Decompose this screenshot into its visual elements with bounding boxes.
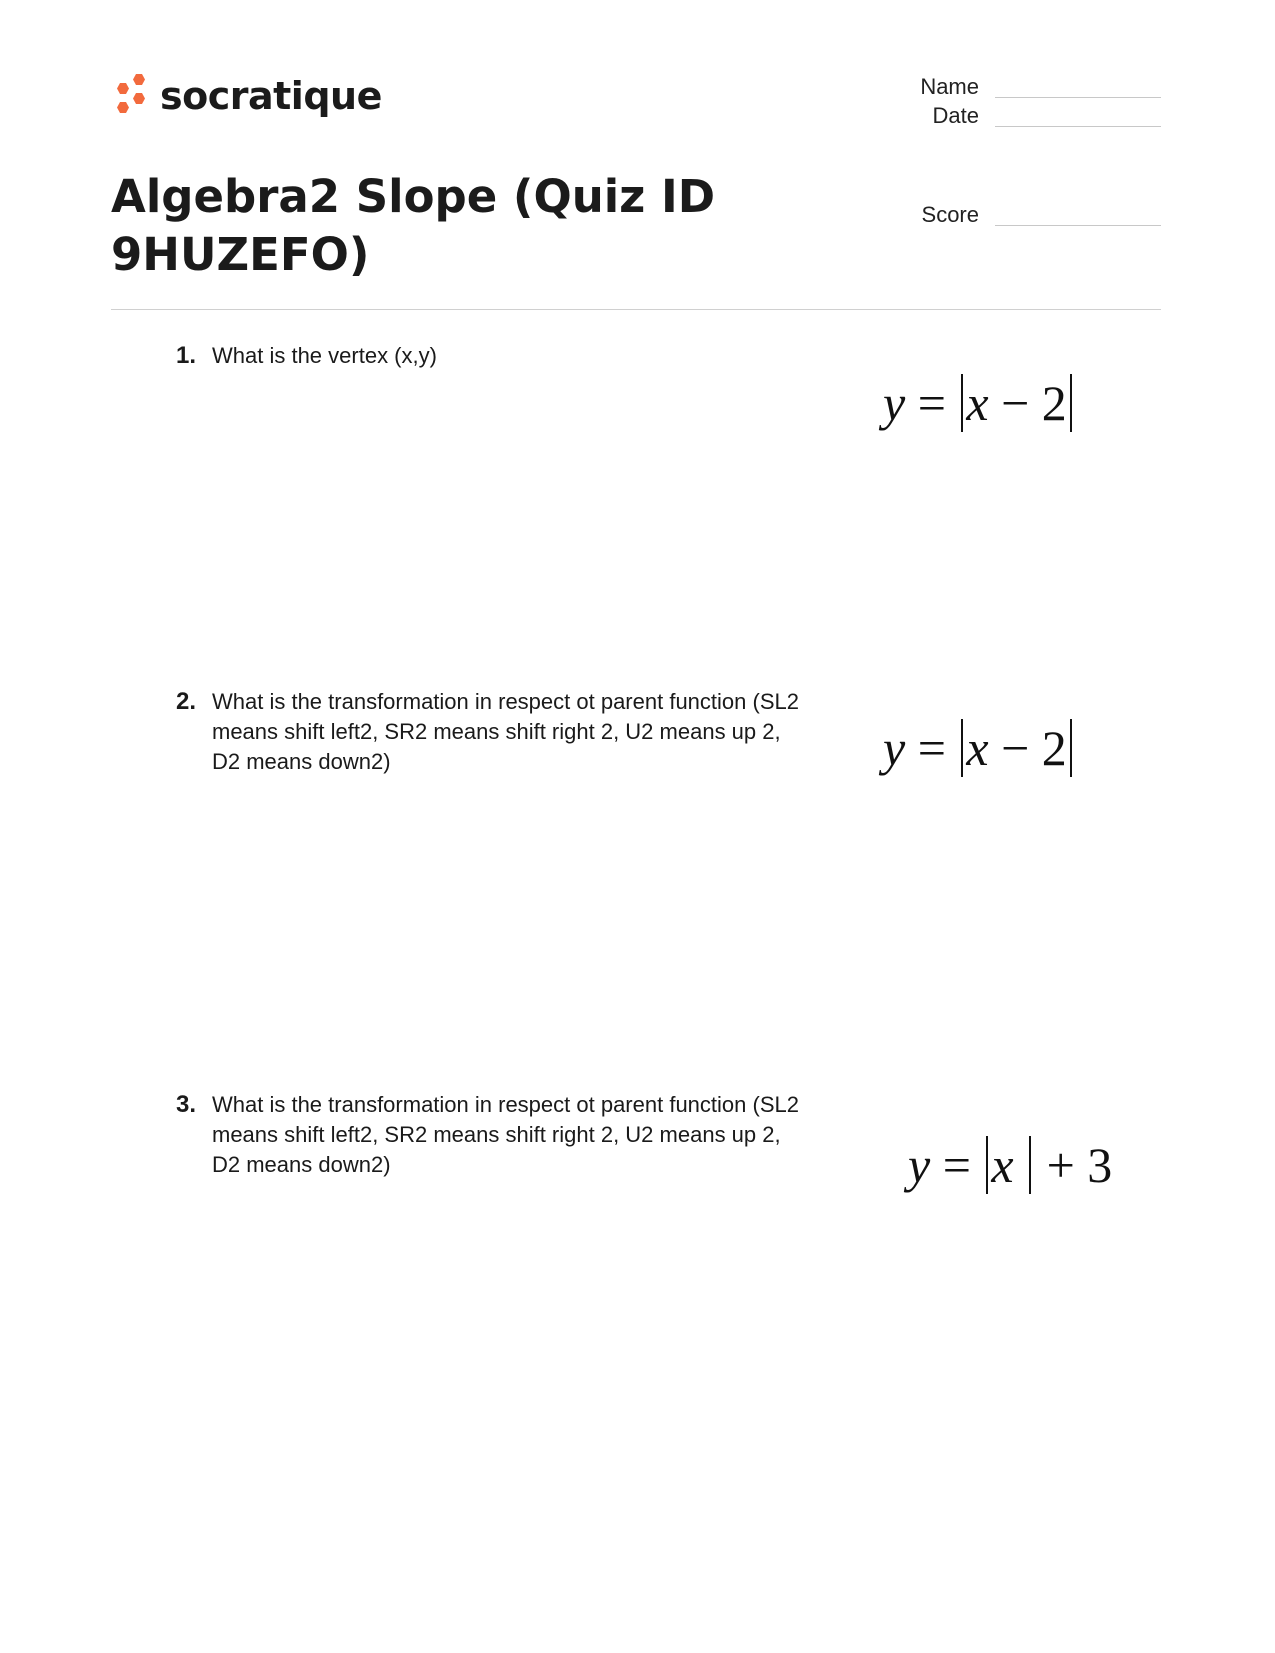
score-row [869, 204, 1161, 226]
date-label: Date [932, 103, 979, 128]
score-label: Score [921, 202, 979, 227]
question-1-equation: y = x − 2 [883, 374, 1075, 432]
question-2-equation: y = x − 2 [883, 719, 1075, 777]
question-number: 1. [175, 342, 196, 369]
name-row [869, 76, 1161, 98]
quiz-title: Algebra2 Slope (Quiz ID 9HUZEFO) [111, 170, 716, 281]
question-text: What is the transformation in respect ot parent function (SL2 means shift left2, SR2 means shift right 2, U2 means up 2, D2 means down2) [212, 1092, 799, 1177]
name-label: Name [920, 74, 979, 99]
question-text: What is the transformation in respect ot parent function (SL2 means shift left2, SR2 means shift right 2, U2 means up 2, D2 means down2) [212, 689, 799, 774]
name-field[interactable] [995, 79, 1161, 98]
question-number: 2. [175, 688, 196, 715]
date-field[interactable] [995, 108, 1161, 127]
score-field[interactable] [995, 207, 1161, 226]
header-divider [111, 309, 1161, 310]
question-number: 3. [175, 1091, 196, 1118]
question-text: What is the vertex (x,y) [212, 343, 437, 368]
date-row [869, 105, 1161, 127]
socrative-hexagons-icon [111, 72, 149, 120]
brand-name: socratique [160, 74, 382, 118]
question-3-equation: y = x + 3 [908, 1137, 1113, 1193]
brand-logo [111, 72, 382, 120]
